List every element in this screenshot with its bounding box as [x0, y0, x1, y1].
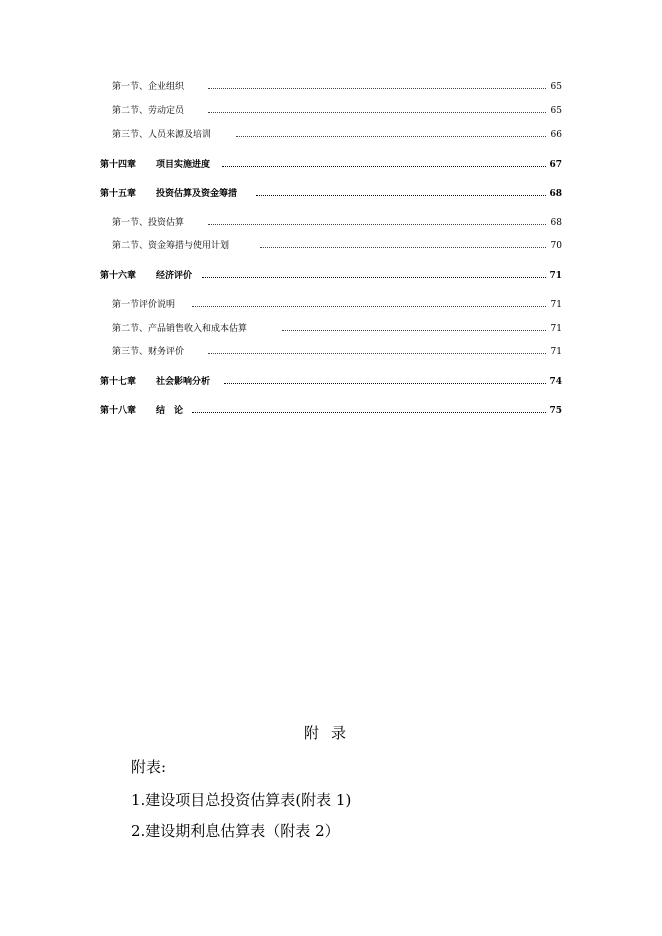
- toc-entry-label: 第二节、资金筹措与使用计划: [112, 241, 230, 251]
- toc-chapter-entry[interactable]: [0, 403, 662, 419]
- toc-page-number: 71: [550, 300, 562, 310]
- toc-entry-label: 第一节评价说明: [112, 300, 176, 310]
- toc-page-number: 68: [549, 189, 562, 199]
- toc-leader-dots: [222, 166, 546, 167]
- toc-chapter-entry[interactable]: [0, 268, 662, 284]
- toc-page-number: 71: [550, 347, 562, 357]
- toc-page-number: 68: [550, 218, 562, 228]
- toc-chapter-label: [100, 157, 210, 173]
- toc-chapter-title: 经济评价: [156, 271, 193, 281]
- toc-entry-label: 第一节、企业组织: [112, 82, 185, 92]
- toc-chapter-number: 第十七章: [100, 377, 137, 387]
- toc-chapter-number: 第十五章: [100, 189, 137, 199]
- toc-leader-dots: [202, 277, 546, 278]
- toc-chapter-entry[interactable]: [0, 374, 662, 390]
- toc-entry[interactable]: [0, 127, 662, 143]
- toc-entry[interactable]: [0, 321, 662, 337]
- toc-chapter-label: [100, 403, 183, 419]
- appendix-intro: 附表:: [131, 758, 167, 776]
- toc-chapter-title: 项目实施进度: [156, 160, 211, 170]
- appendix-title: 附录: [303, 724, 358, 742]
- toc-entry[interactable]: [0, 344, 662, 360]
- toc-entry[interactable]: [0, 103, 662, 119]
- toc-chapter-label: [100, 186, 237, 202]
- toc-leader-dots: [192, 306, 546, 307]
- toc-chapter-label: [100, 268, 192, 284]
- toc-chapter-number: 第十八章: [100, 406, 137, 416]
- toc-chapter-title: 社会影响分析: [156, 377, 211, 387]
- toc-entry-label: 第二节、劳动定员: [112, 106, 185, 116]
- toc-leader-dots: [208, 112, 546, 113]
- toc-leader-dots: [208, 88, 546, 89]
- toc-leader-dots: [208, 224, 546, 225]
- toc-leader-dots: [192, 412, 546, 413]
- toc-chapter-title: 结 论: [156, 406, 184, 416]
- toc-leader-dots: [256, 195, 546, 196]
- toc-page-number: 71: [550, 324, 562, 334]
- appendix-item: 1.建设项目总投资估算表(附表 1): [131, 791, 352, 809]
- toc-leader-dots: [208, 353, 546, 354]
- toc-page-number: 75: [549, 406, 562, 416]
- toc-chapter-entry[interactable]: [0, 186, 662, 202]
- toc-chapter-number: 第十六章: [100, 271, 137, 281]
- toc-leader-dots: [282, 330, 546, 331]
- toc-chapter-label: [100, 374, 210, 390]
- toc-leader-dots: [260, 247, 546, 248]
- toc-leader-dots: [224, 383, 546, 384]
- toc-leader-dots: [236, 136, 546, 137]
- toc-chapter-number: 第十四章: [100, 160, 137, 170]
- toc-page-number: 65: [550, 82, 562, 92]
- toc-page-number: 71: [549, 271, 562, 281]
- toc-chapter-title: 投资估算及资金筹措: [156, 189, 238, 199]
- toc-entry-label: 第一节、投资估算: [112, 218, 185, 228]
- toc-entry-label: 第三节、人员来源及培训: [112, 130, 212, 140]
- toc-entry[interactable]: [0, 297, 662, 313]
- toc-chapter-entry[interactable]: [0, 157, 662, 173]
- toc-page-number: 66: [550, 130, 562, 140]
- toc-entry[interactable]: [0, 79, 662, 95]
- appendix-item: 2.建设期利息估算表（附表 2）: [131, 822, 340, 840]
- toc-entry[interactable]: [0, 238, 662, 254]
- toc-page-number: 67: [549, 160, 562, 170]
- toc-entry-label: 第三节、财务评价: [112, 347, 185, 357]
- toc-entry[interactable]: [0, 215, 662, 231]
- toc-page-number: 70: [550, 241, 562, 251]
- toc-page-number: 74: [549, 377, 562, 387]
- toc-page-number: 65: [550, 106, 562, 116]
- toc-entry-label: 第二节、产品销售收入和成本估算: [112, 324, 248, 334]
